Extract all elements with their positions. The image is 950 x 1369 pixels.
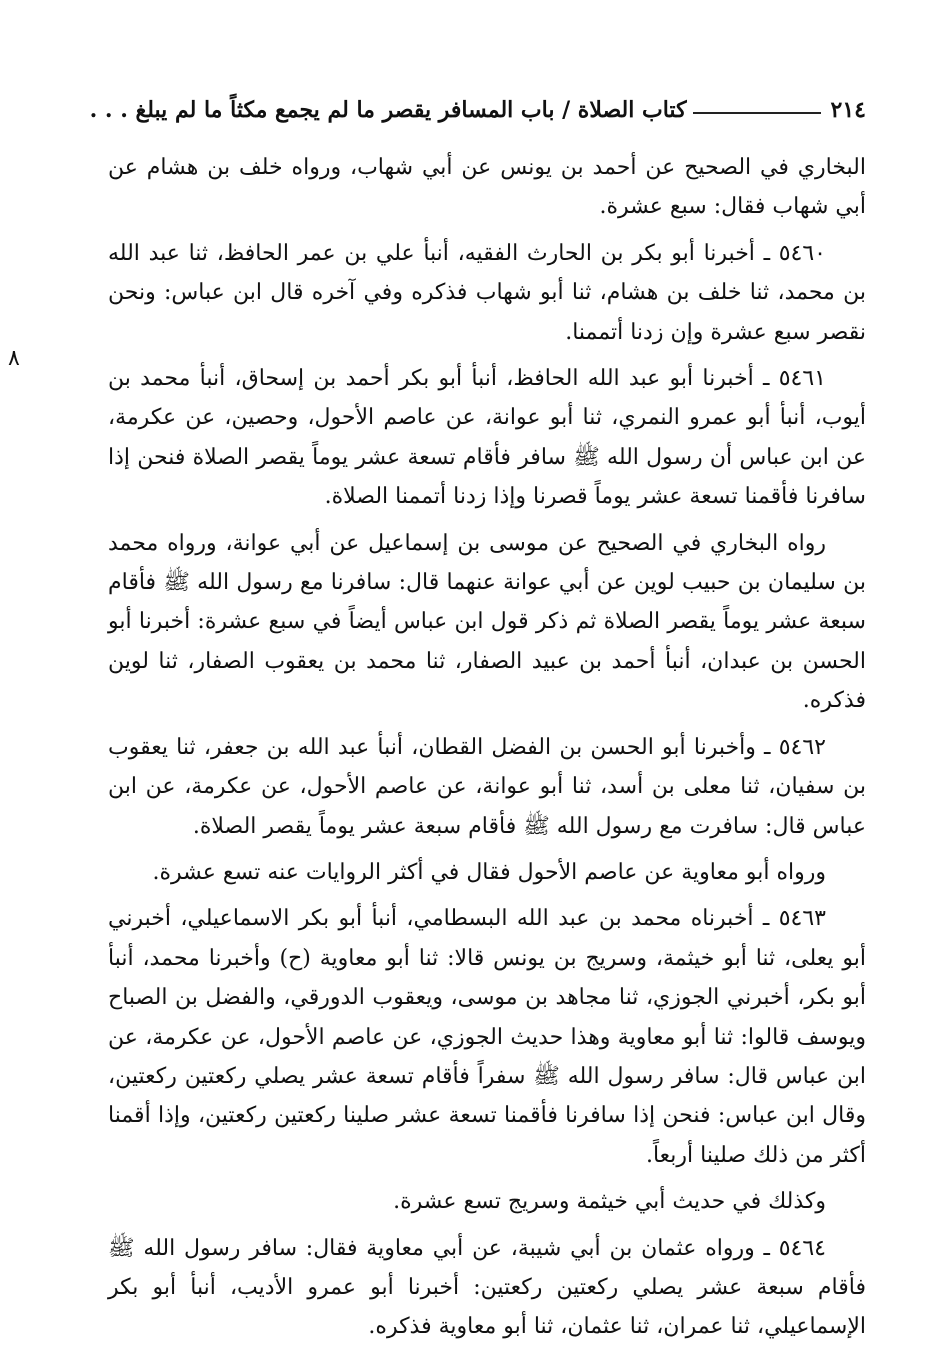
page-body [108,148,866,1354]
running-header [89,92,866,128]
hadith-5463: ٥٤٦٣ ـ أخبرناه محمد بن عبد الله البسطامي، أنبأ أبو بكر الاسماعيلي، أخبرني أبو يعلى، ثنا أبو خيثمة، وسريج بن يونس قالا: ثنا أبو معاوية (ح) وأخبرنا محمد، أنبأ أبو بكر، أخبرني الجوزي، ثنا مجاهد بن موسى، ويعقوب الدورقي، والفضل بن الصباح ويوسف قالوا: ثنا أبو معاوية وهذا حديث الجوزي، عن عاصم الأحول، عن عكرمة، عن ابن عباس قال: سافر رسول الله ﷺ سفراً فأقام تسعة عشر يصلي ركعتين ركعتين، وقال ابن عباس: فنحن إذا سافرنا فأقمنا تسعة عشر صلينا ركعتين ركعتين، وإذا أقمنا أكثر من ذلك صلينا أربعاً. [108,906,866,1168]
margin-mark: ٨ [8,346,20,371]
hadith-5462: ٥٤٦٢ ـ وأخبرنا أبو الحسن بن الفضل القطان، أنبأ عبد الله بن جعفر، ثنا يعقوب بن سفيان، ثنا معلى بن أسد، ثنا أبو عوانة، عن عاصم الأحول، عن عكرمة، عن ابن عباس قال: سافرت مع رسول الله ﷺ فأقام سبعة عشر يوماً يقصر الصلاة. [108,734,866,839]
header-rule [693,112,821,114]
paragraph: رواه البخاري في الصحيح عن موسى بن إسماعيل عن أبي عوانة، ورواه محمد بن سليمان بن حبيب لوين عن أبي عوانة عنهما قال: سافرنا مع رسول الله ﷺ فأقام سبعة عشر يوماً يقصر الصلاة ثم ذكر قول ابن عباس أيضاً في سبع عشرة: أخبرنا أبو الحسن بن عبدان، أنبأ أحمد بن عبيد الصفار، ثنا محمد بن يعقوب الصفار، ثنا لوين فذكره. [108,530,866,714]
paragraph: البخاري في الصحيح عن أحمد بن يونس عن أبي شهاب، ورواه خلف بن هشام عن أبي شهاب فقال: سبع عشرة. [108,155,866,220]
paragraph: ورواه أبو معاوية عن عاصم الأحول فقال في أكثر الروايات عنه تسع عشرة. [152,859,826,885]
paragraph: وكذلك في حديث أبي خيثمة وسريج تسع عشرة. [393,1189,826,1215]
hadith-5461: ٥٤٦١ ـ أخبرنا أبو عبد الله الحافظ، أنبأ أبو بكر أحمد بن إسحاق، أنبأ محمد بن أيوب، أنبأ أبو عمرو النمري، ثنا أبو عوانة، عن عاصم الأحول، وحصين، عن عكرمة، عن ابن عباس أن رسول الله ﷺ سافر فأقام تسعة عشر يوماً يقصر الصلاة فنحن إذا سافرنا فأقمنا تسعة عشر يوماً قصرنا وإذا زدنا أتممنا الصلاة. [108,366,866,510]
hadith-5460: ٥٤٦٠ ـ أخبرنا أبو بكر بن الحارث الفقيه، أنبأ علي بن عمر الحافظ، ثنا عبد الله بن محمد، ثنا خلف بن هشام، ثنا أبو شهاب فذكره وفي آخره قال ابن عباس: ونحن نقصر سبع عشرة وإن زدنا أتممنا. [108,240,866,345]
hadith-5464: ٥٤٦٤ ـ ورواه عثمان بن أبي شيبة، عن أبي معاوية فقال: سافر رسول الله ﷺ فأقام سبعة عشر يصلي ركعتين ركعتين: أخبرنا أبو عمرو الأديب، أنبأ أبو بكر الإسماعيلي، ثنا عمران، ثنا عثمان، ثنا أبو معاوية فذكره. [108,1235,866,1340]
header-title: كتاب الصلاة / باب المسافر يقصر ما لم يجمع مكثاً ما لم يبلغ . . . [89,97,687,123]
page-number: ٢١٤ [830,97,866,123]
